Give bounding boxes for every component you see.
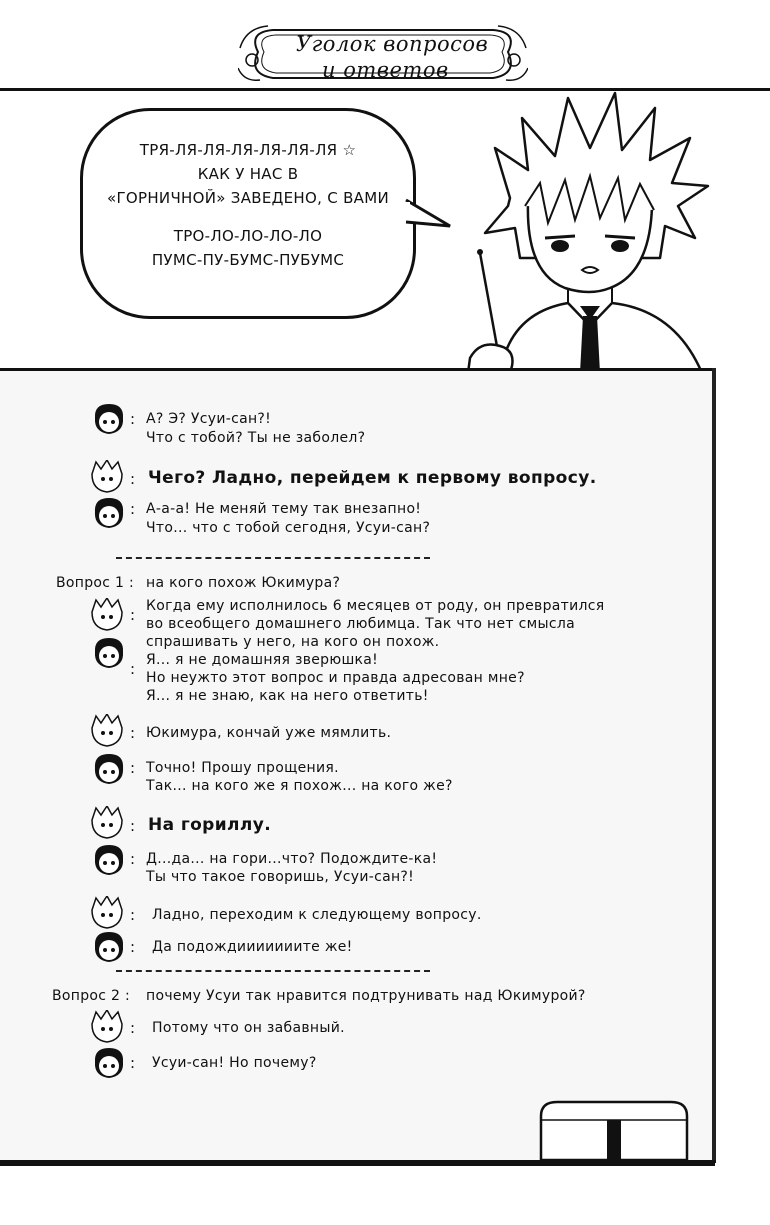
manga-page: Уголок вопросов и ответов ТРЯ-ЛЯ-ЛЯ-ЛЯ-ЛЯ-ЛЯ-ЛЯ ☆ КАК У НАС В «ГОРНИЧНОЙ» ЗАВЕДЕНО, С ВАМИ ТРО-ЛО-ЛО-ЛО-ЛО ПУМС-ПУ-БУМС-ПУБУМС : А? Э? Усуи-сан?! Что с тобой? Ты не заболел? : Чего? Ладно, перейдем к первому вопросу. : А-а-а! Не меняй тему так внезапно! Что... что с тобой сегодня, Усуи-сан? Вопрос 1 : на кого похож Юкимура? : Когда ему исполнилось 6 месяцев от роду, он превратился во всеобщего домашнего любимца. Так что нет смысла спрашивать у него, на кого он похож. : Я... я не домашняя зверюшка! Но неужто этот вопрос и правда адресован мне? Я... я не знаю, как на него ответить! : Юкимура, кончай уже мямлить. : Точно! Прошу прощения. Так... на кого же я похож... на кого же? : На гориллу. : Д...да... на гори...что? Подождите-ка! Ты что такое говоришь, Усуи-сан?! : Ладно, переходим к следующему вопросу. : Да подождииииииите же! Вопрос 2 : почему Усуи так нравится подтрунивать над Юкимурой? : Потому что он забавный. : Усуи-сан! Но почему? xyxy=(0,0,770,1225)
bubble-line-5: ПУМС-ПУ-БУМС-ПУБУМС xyxy=(151,251,345,269)
board-eraser xyxy=(535,1098,693,1160)
yukimura-face-icon xyxy=(92,402,126,436)
question-1-label: Вопрос 1 : xyxy=(56,575,134,591)
answer-1-line-10: На гориллу. xyxy=(148,815,272,835)
usui-face-icon xyxy=(90,896,124,930)
title-line-2: и ответов xyxy=(322,58,449,82)
answer-1-line-12: Ты что такое говоришь, Усуи-сан?! xyxy=(146,869,415,885)
bubble-line-1: ТРЯ-ЛЯ-ЛЯ-ЛЯ-ЛЯ-ЛЯ-ЛЯ ☆ xyxy=(139,141,357,159)
title-line-1: Уголок вопросов xyxy=(296,32,489,56)
usui-face-icon xyxy=(90,806,124,840)
bubble-line-4: ТРО-ЛО-ЛО-ЛО-ЛО xyxy=(173,227,323,245)
whiteboard-frame-edge xyxy=(712,368,716,1163)
question-2-text: почему Усуи так нравится подтрунивать над Юкимурой? xyxy=(146,988,586,1004)
whiteboard-bottom-edge xyxy=(0,1160,716,1163)
bubble-text xyxy=(80,138,416,272)
line-yukimura-1: А? Э? Усуи-сан?! xyxy=(146,411,272,427)
answer-1-line-2: во всеобщего домашнего любимца. Так что нет смысла xyxy=(146,616,575,632)
answer-1-line-13: Ладно, переходим к следующему вопросу. xyxy=(152,907,482,923)
line-yukimura-3: А-а-а! Не меняй тему так внезапно! xyxy=(146,501,422,517)
answer-1-line-4: Я... я не домашняя зверюшка! xyxy=(146,652,379,668)
header xyxy=(0,0,770,95)
answer-2-line-2: Усуи-сан! Но почему? xyxy=(152,1055,317,1071)
question-2-label: Вопрос 2 : xyxy=(52,988,130,1004)
line-yukimura-4: Что... что с тобой сегодня, Усуи-сан? xyxy=(146,520,431,536)
answer-1-line-9: Так... на кого же я похож... на кого же? xyxy=(146,778,453,794)
yukimura-face-icon xyxy=(92,1046,126,1080)
answer-1-line-3: спрашивать у него, на кого он похож. xyxy=(146,634,440,650)
line-usui-1: Чего? Ладно, перейдем к первому вопросу. xyxy=(148,468,597,488)
usui-face-icon xyxy=(90,714,124,748)
usui-face-icon xyxy=(90,460,124,494)
usui-face-icon xyxy=(90,1010,124,1044)
answer-1-line-6: Я... я не знаю, как на него ответить! xyxy=(146,688,429,704)
bubble-line-2: КАК У НАС В xyxy=(197,165,299,183)
yukimura-face-icon xyxy=(92,843,126,877)
answer-1-line-8: Точно! Прошу прощения. xyxy=(146,760,339,776)
answer-1-line-5: Но неужто этот вопрос и правда адресован мне? xyxy=(146,670,525,686)
usui-character-illustration xyxy=(440,88,740,373)
usui-face-icon xyxy=(90,598,124,632)
yukimura-face-icon xyxy=(92,930,126,964)
bubble-line-3: «ГОРНИЧНОЙ» ЗАВЕДЕНО, С ВАМИ xyxy=(106,189,390,207)
section-divider xyxy=(116,970,430,972)
answer-1-line-7: Юкимура, кончай уже мямлить. xyxy=(146,725,392,741)
yukimura-face-icon xyxy=(92,636,126,670)
yukimura-face-icon xyxy=(92,496,126,530)
answer-1-line-11: Д...да... на гори...что? Подождите-ка! xyxy=(146,851,438,867)
answer-1-line-14: Да подождииииииите же! xyxy=(152,939,353,955)
yukimura-face-icon xyxy=(92,752,126,786)
section-divider xyxy=(116,557,430,559)
line-yukimura-2: Что с тобой? Ты не заболел? xyxy=(146,430,366,446)
question-1-text: на кого похож Юкимура? xyxy=(146,575,341,591)
answer-1-line-1: Когда ему исполнилось 6 месяцев от роду, он превратился xyxy=(146,598,605,614)
answer-2-line-1: Потому что он забавный. xyxy=(152,1020,345,1036)
